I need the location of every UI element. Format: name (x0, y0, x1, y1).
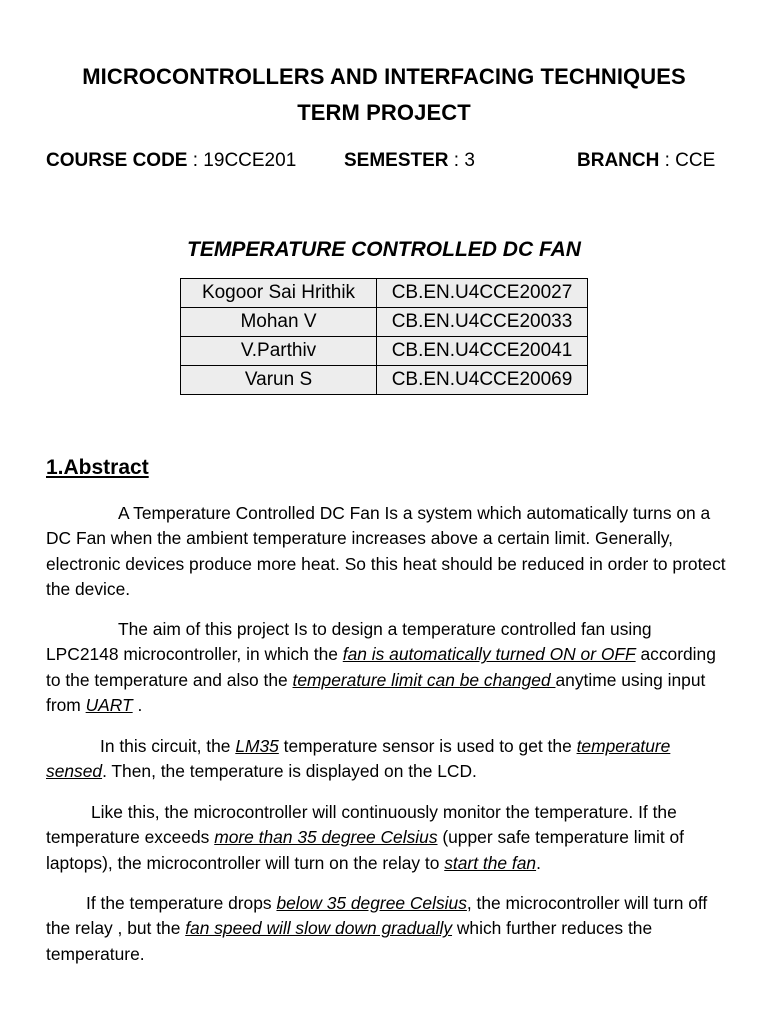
member-name: Kogoor Sai Hrithik (181, 279, 377, 308)
member-roll: CB.EN.U4CCE20033 (377, 308, 588, 337)
paragraph-text (46, 734, 726, 785)
emphasis-text: temperature sensed (46, 736, 671, 782)
text-span: anytime using input from (46, 669, 706, 716)
course-code-value: : 19CCE201 (187, 150, 297, 171)
paragraph-text: A Temperature Controlled DC Fan Is a system which automatically turns on a DC Fan when the ambient temperature increases above a certain limit. Generally, electronic devices produce more heat. So this heat should be reduced in order to protect the device. (46, 503, 726, 600)
abstract-paragraph-2 (46, 617, 726, 719)
text-span: . (132, 695, 143, 716)
abstract-paragraph-3 (46, 734, 726, 785)
abstract-paragraph-4 (46, 800, 726, 876)
abstract-paragraph-5 (46, 891, 726, 967)
emphasis-text: temperature limit can be changed (292, 669, 556, 690)
branch-label: BRANCH (577, 150, 660, 171)
text-span: which further reduces the temperature. (46, 918, 653, 964)
table-row (181, 337, 588, 366)
table-row (181, 308, 588, 337)
text-span: temperature sensor is used to get the (278, 736, 577, 756)
emphasis-text: below 35 degree Celsius (276, 893, 467, 913)
emphasis-text: more than 35 degree Celsius (214, 827, 438, 848)
emphasis-text: UART (85, 695, 133, 716)
members-table (180, 278, 588, 395)
member-name: Varun S (181, 366, 377, 395)
table-row (181, 279, 588, 308)
semester-value: : 3 (448, 150, 475, 171)
emphasis-text: fan is automatically turned ON or OFF (342, 644, 636, 665)
text-span: Like this, the microcontroller will continuously monitor the temperature. If the temperature exceeds (46, 802, 677, 848)
project-title: TEMPERATURE CONTROLLED DC FAN (187, 238, 581, 261)
course-code (46, 150, 296, 172)
text-span: (upper safe temperature limit of laptops), the microcontroller will turn on the relay to (46, 827, 684, 873)
member-roll: CB.EN.U4CCE20069 (377, 366, 588, 395)
document-subtitle: TERM PROJECT (297, 100, 471, 125)
paragraph-text (46, 891, 726, 967)
emphasis-text: start the fan (444, 852, 537, 873)
course-code-label: COURSE CODE (46, 150, 188, 171)
abstract-paragraph-1 (46, 501, 726, 603)
table-row (181, 366, 588, 395)
paragraph-text (46, 800, 726, 876)
text-span: The aim of this project Is to design a temperature controlled fan using LPC2148 microcontroller, in which the (46, 619, 652, 665)
member-roll: CB.EN.U4CCE20041 (377, 337, 588, 366)
text-span: In this circuit, the (100, 736, 236, 756)
text-span: . (536, 852, 541, 873)
branch (577, 150, 715, 172)
emphasis-text: fan speed will slow down gradually (185, 918, 453, 939)
emphasis-text: LM35 (235, 736, 279, 756)
semester-label: SEMESTER (344, 150, 449, 171)
abstract-heading: 1.Abstract (46, 456, 149, 479)
member-name: V.Parthiv (181, 337, 377, 366)
semester (344, 150, 475, 172)
text-span: according to the temperature and also the (46, 644, 716, 690)
member-name: Mohan V (181, 308, 377, 337)
text-span: If the temperature drops (86, 893, 277, 913)
text-span: . Then, the temperature is displayed on the LCD. (102, 761, 477, 782)
document-title: MICROCONTROLLERS AND INTERFACING TECHNIQUES (82, 64, 686, 89)
text-span: , the microcontroller will turn off the relay , but the (46, 893, 708, 939)
branch-value: : CCE (659, 150, 716, 171)
paragraph-text (46, 617, 726, 719)
member-roll: CB.EN.U4CCE20027 (377, 279, 588, 308)
